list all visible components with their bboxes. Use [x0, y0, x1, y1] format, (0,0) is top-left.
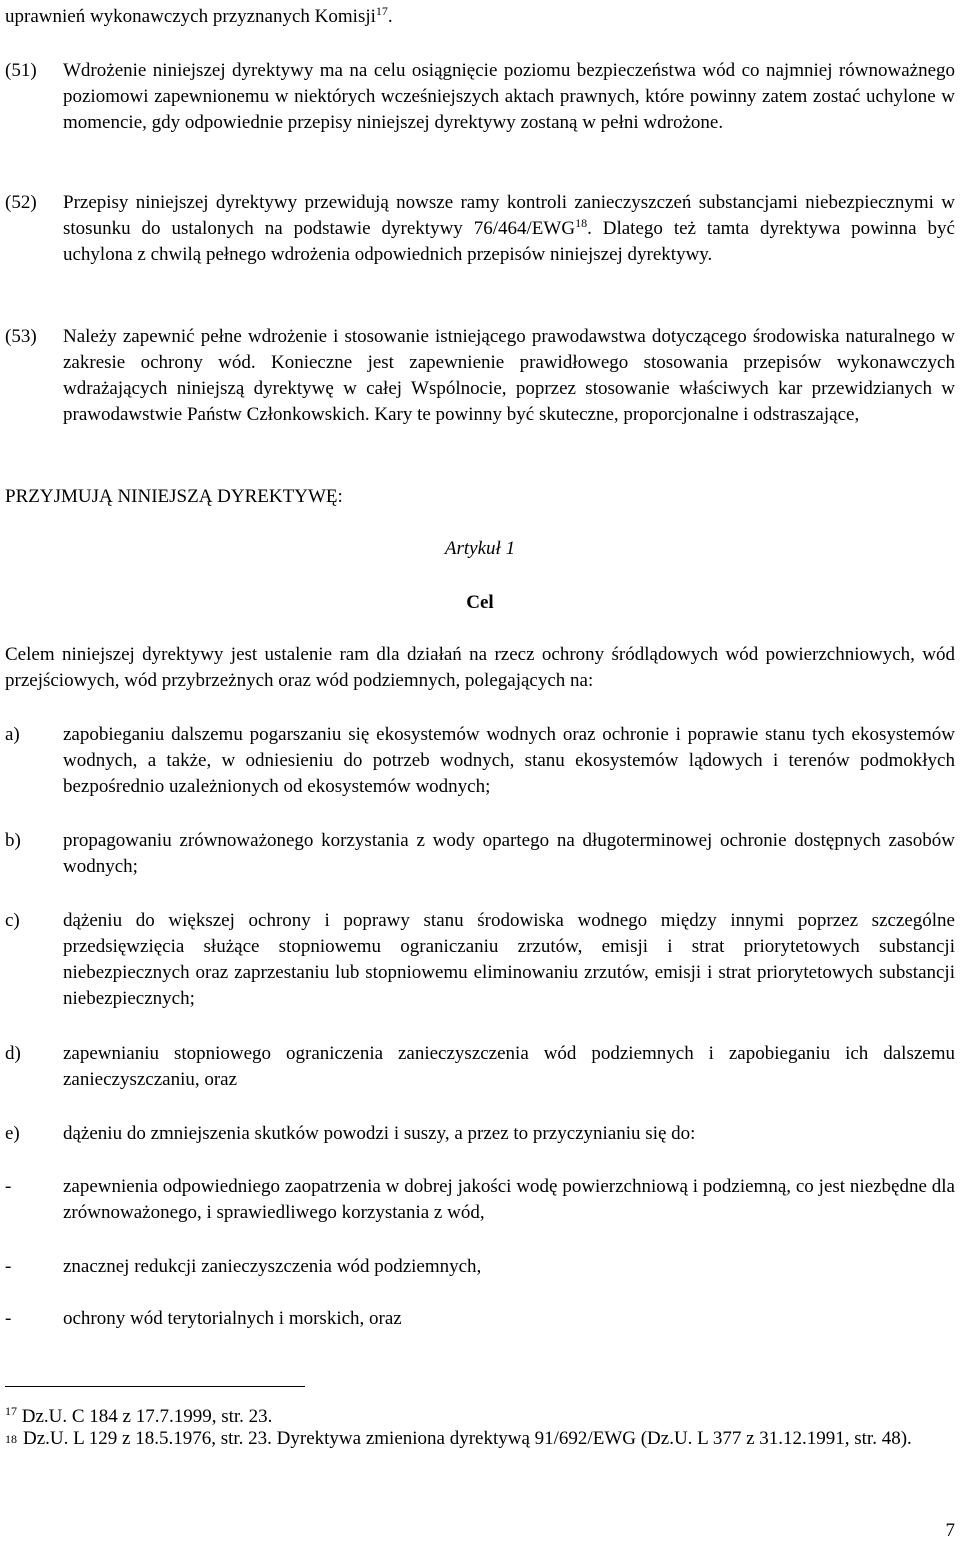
- article-heading: Artykuł 1: [444, 538, 516, 559]
- recital-number: (51): [5, 60, 37, 81]
- recital-text: Należy zapewnić pełne wdrożenie i stosowanie istniejącego prawodawstwa dotyczącego środowiska naturalnego w zakresie ochrony wód. Konieczne jest zapewnienie prawidłowego stosowania przepisów wykonawczych wdrażających niniejszą dyrektywę w całej Wspólnocie, poprzez stosowanie właściwych kar przewidzianych w prawodawstwie Państw Członkowskich. Kary te powinny być skuteczne, proporcjonalne i odstraszające,: [63, 326, 955, 425]
- article-intro: Celem niniejszej dyrektywy jest ustalenie ram dla działań na rzecz ochrony śródlądowych wód powierzchniowych, wód przejściowych, wód przybrzeżnych oraz wód podziemnych, polegających na:: [5, 644, 955, 691]
- recital-text: Przepisy niniejszej dyrektywy przewidują nowsze ramy kontroli zanieczyszczeń substancjami niebezpiecznymi w stosunku do ustalonych na podstawie dyrektywy 76/464/EWG$^{18}$. Dlatego też tamta dyrektywa powinna być uchylona z chwilą pełnego wdrożenia odpowiednich przepisów niniejszej dyrektywy.: [63, 192, 955, 265]
- footnote-text: Dz.U. C 184 z 17.7.1999, str. 23.: [21, 1406, 273, 1427]
- list-text: dążeniu do zmniejszenia skutków powodzi i suszy, a przez to przyczynianiu się do:: [63, 1123, 696, 1144]
- list-label: d): [5, 1043, 21, 1064]
- continuation-line: uprawnień wykonawczych przyznanych Komisji$^{17}$.: [5, 4, 393, 27]
- recital-52: [5, 190, 955, 268]
- list-item-dash: [5, 1174, 955, 1226]
- footnote-number: 17: [5, 1404, 17, 1418]
- footnote-ref-17[interactable]: 17: [375, 4, 388, 18]
- list-label: a): [5, 724, 20, 745]
- list-item-c: [5, 908, 955, 1012]
- recital-text: Wdrożenie niniejszej dyrektywy ma na celu osiągnięcie poziomu bezpieczeństwa wód co najmniej równoważnego poziomowi zapewnionemu w niektórych wcześniejszych aktach prawnych, które powinny zatem zostać uchylone w momencie, gdy odpowiednie przepisy niniejszej dyrektywy zostaną w pełni wdrożone.: [63, 60, 955, 133]
- list-text: zapewnienia odpowiedniego zaopatrzenia w dobrej jakości wodę powierzchniową i podziemną, co jest niezbędne dla zrównoważonego, i sprawiedliwego korzystania z wód,: [63, 1176, 955, 1223]
- list-text: znacznej redukcji zanieczyszczenia wód podziemnych,: [63, 1256, 482, 1277]
- list-label: b): [5, 830, 21, 851]
- footnote-number: 18: [5, 1432, 17, 1446]
- recital-53: [5, 324, 955, 428]
- footnote-separator: [5, 1386, 305, 1387]
- list-text: propagowaniu zrównoważonego korzystania z wody opartego na długoterminowej ochronie dostępnych zasobów wodnych;: [63, 830, 955, 877]
- list-text: ochrony wód terytorialnych i morskich, oraz: [63, 1308, 402, 1329]
- footnote-17: [5, 1400, 955, 1428]
- recital-51: [5, 58, 955, 136]
- list-item-dash: [5, 1306, 955, 1332]
- recital-number: (53): [5, 326, 37, 347]
- list-label: e): [5, 1123, 20, 1144]
- page-number: 7: [945, 1520, 955, 1541]
- adoption-formula: PRZYJMUJĄ NINIEJSZĄ DYREKTYWĘ:: [5, 486, 343, 507]
- list-item-b: [5, 828, 955, 880]
- list-label: -: [5, 1308, 12, 1329]
- list-label: -: [5, 1176, 12, 1197]
- list-text: zapewnianiu stopniowego ograniczenia zanieczyszczenia wód podziemnych i zapobieganiu ich dalszemu zanieczyszczaniu, oraz: [63, 1043, 955, 1090]
- list-item-e: [5, 1121, 955, 1147]
- recital-number: (52): [5, 192, 37, 213]
- list-text: zapobieganiu dalszemu pogarszaniu się ekosystemów wodnych oraz ochronie i poprawie stanu tych ekosystemów wodnych, a także, w odniesieniu do potrzeb wodnych, stanu ekosystemów lądowych i terenów podmokłych bezpośrednio uzależnionych od ekosystemów wodnych;: [63, 724, 955, 797]
- list-label: c): [5, 910, 20, 931]
- list-text: dążeniu do większej ochrony i poprawy stanu środowiska wodnego między innymi poprzez szczególne przedsięwzięcia służące stopniowemu ograniczaniu zrzutów, emisji i strat priorytetowych substancji niebezpiecznych oraz zaprzestaniu lub stopniowemu eliminowaniu zrzutów, emisji i strat priorytetowych substancji niebezpiecznych;: [63, 910, 955, 1009]
- footnote-text: Dz.U. L 129 z 18.5.1976, str. 23. Dyrektywa zmieniona dyrektywą 91/692/EWG (Dz.U. L 377 z 31.12.1991, str. 48).: [23, 1428, 912, 1449]
- article-title: Cel: [466, 592, 494, 613]
- list-label: -: [5, 1256, 12, 1277]
- footnote-ref-18[interactable]: 18: [575, 216, 588, 230]
- list-item-dash: [5, 1254, 955, 1280]
- list-item-d: [5, 1041, 955, 1093]
- footnote-18: [5, 1428, 955, 1450]
- list-item-a: [5, 722, 955, 800]
